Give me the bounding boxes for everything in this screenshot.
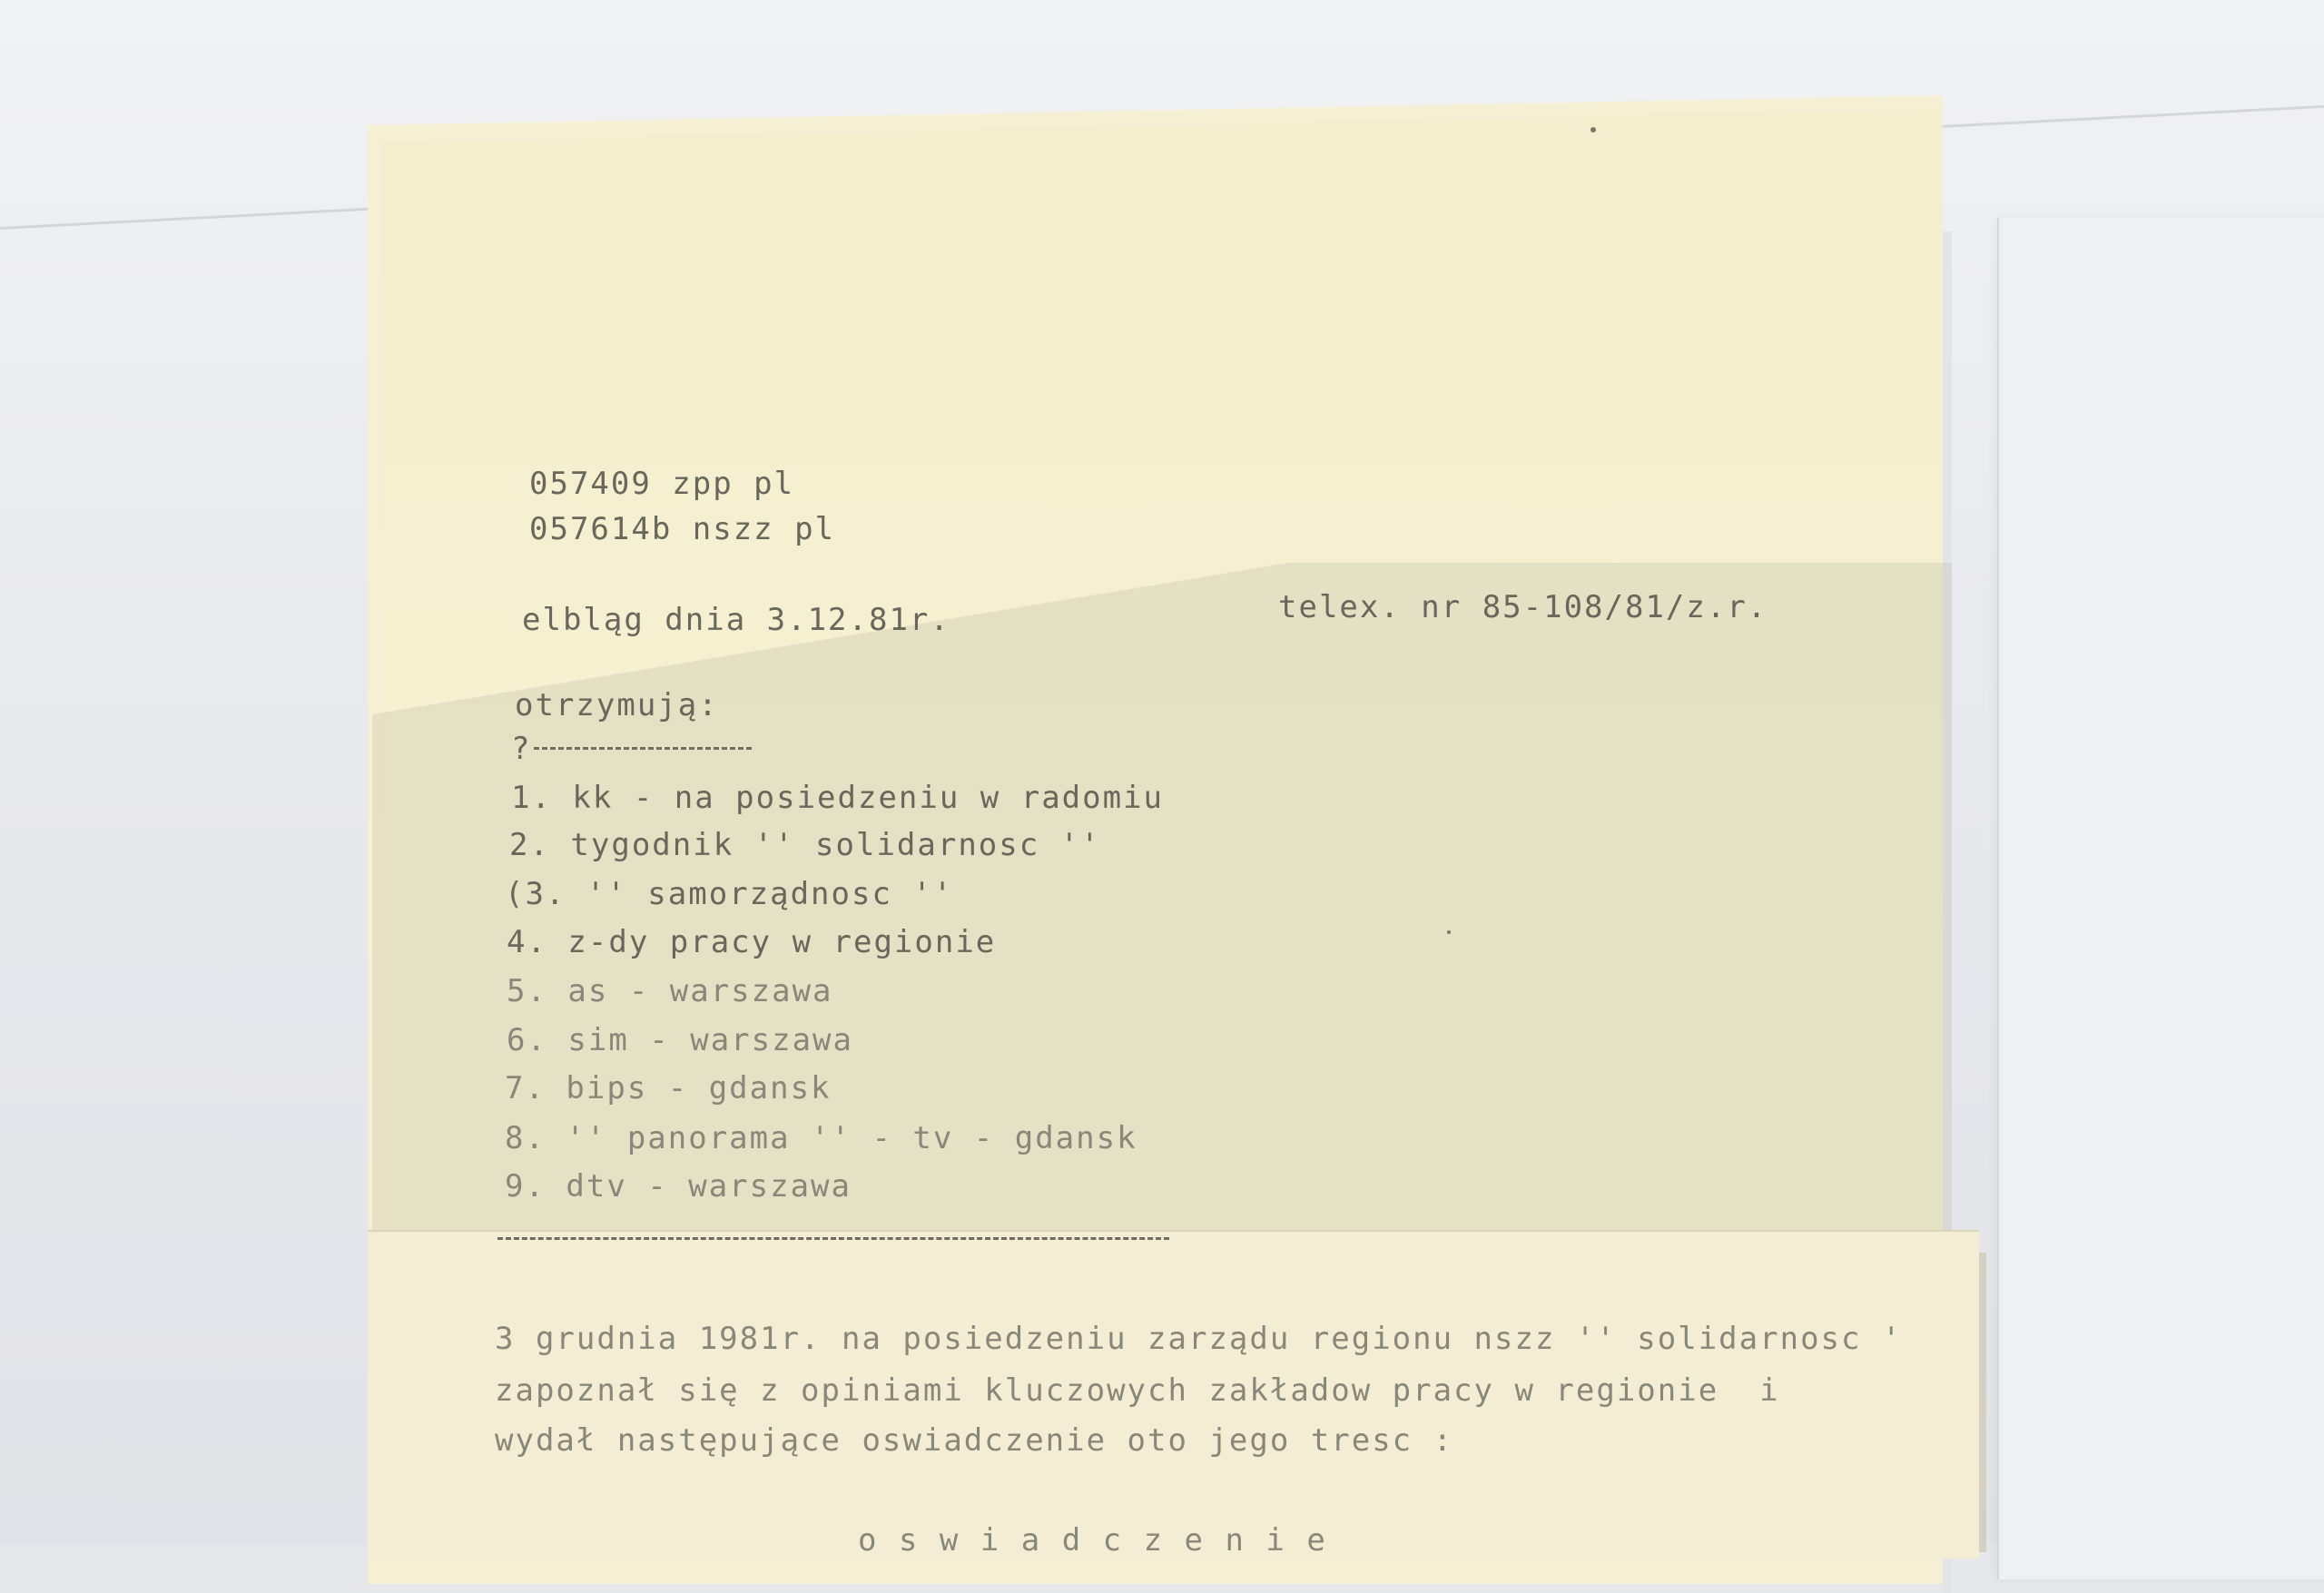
body-line-2: zapoznał się z opiniami kluczowych zakładow pracy w regionie i (495, 1372, 1780, 1409)
recipient-item: 1. kk - na posiedzeniu w radomiu (511, 780, 1165, 816)
recipient-item: 4. z-dy pracy w regionie (507, 924, 997, 960)
recipients-underline (534, 747, 752, 750)
recipients-label: otrzymują: (515, 687, 719, 723)
paper-speck (1590, 127, 1596, 133)
recipient-item: 5. as - warszawa (507, 973, 833, 1009)
date-line: elbląg dnia 3.12.81r. (522, 602, 950, 638)
paper-speck (1447, 930, 1451, 934)
recipient-item: (3. '' samorządnosc '' (505, 876, 954, 912)
recipient-item: 8. '' panorama '' - tv - gdansk (505, 1120, 1137, 1156)
telex-number: telex. nr 85-108/81/z.r. (1278, 589, 1768, 625)
statement-heading: o s w i a d c z e n i e (858, 1522, 1327, 1559)
recipient-item: 9. dtv - warszawa (505, 1168, 852, 1205)
recipient-item: 2. tygodnik '' solidarnosc '' (509, 827, 1101, 863)
recipient-item: 7. bips - gdansk (505, 1070, 832, 1106)
header-line-2: 057614b nszz pl (529, 511, 836, 547)
section-divider (497, 1237, 1169, 1240)
body-line-3: wydał następujące oswiadczenie oto jego tresc : (495, 1422, 1454, 1459)
background-sheet (1997, 218, 2324, 1579)
header-line-1: 057409 zpp pl (529, 466, 795, 502)
body-line-1: 3 grudnia 1981r. na posiedzeniu zarządu regionu nszz '' solidarnosc ' (495, 1321, 1903, 1357)
recipient-item: 6. sim - warszawa (507, 1022, 853, 1058)
paper-lower-edge (1979, 1253, 1986, 1552)
recipients-marker: ? (511, 731, 532, 767)
